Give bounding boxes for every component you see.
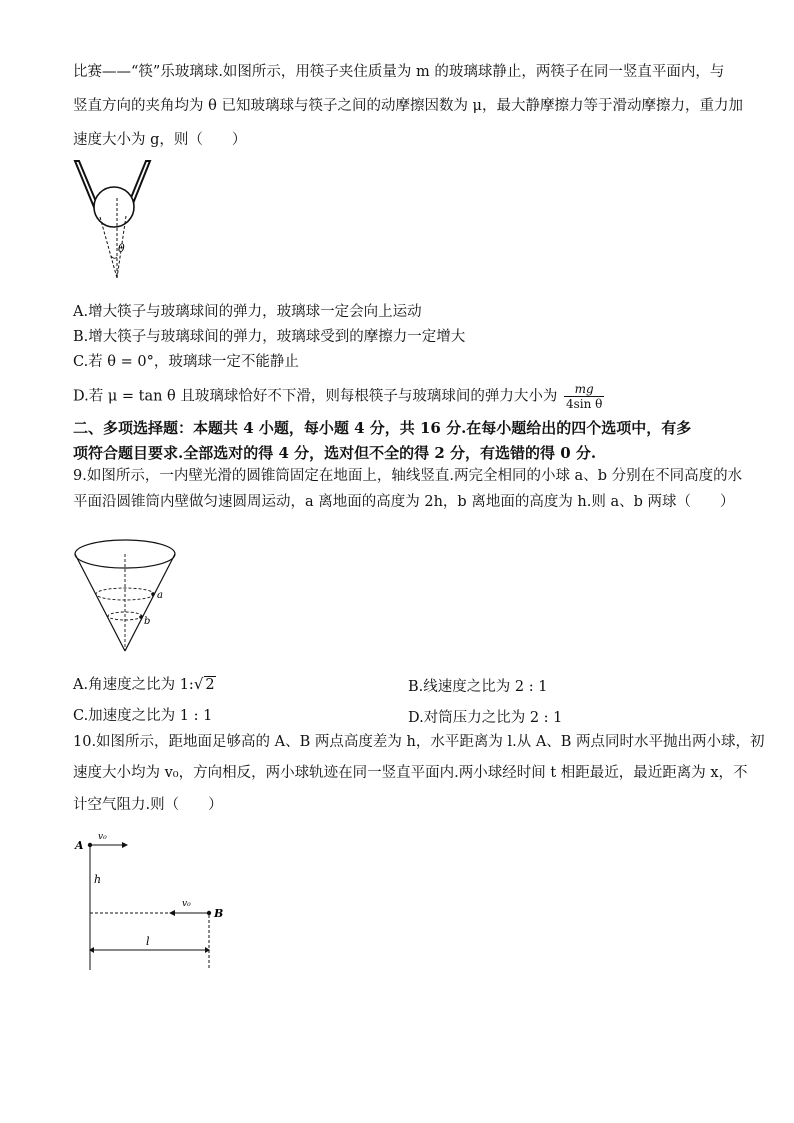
section2-heading-line1: 二、多项选择题：本题共 4 小题，每小题 4 分，共 16 分.在每小题给出的四个选项中，有多 <box>73 419 692 437</box>
q8-option-c: C.若 θ = 0°，玻璃球一定不能静止 <box>73 354 299 370</box>
q10-label-v0-top: v₀ <box>98 832 107 842</box>
q10-stem-line2: 速度大小均为 v₀，方向相反，两小球轨迹在同一竖直平面内.两小球经时间 t 相距最近，最近距离为 x，不 <box>73 765 748 781</box>
q8-option-d-numerator: mg <box>564 382 604 397</box>
section2-heading-line2: 项符合题目要求.全部选对的得 4 分，选对但不全的得 2 分，有选错的得 0 分. <box>73 444 597 462</box>
q10-label-v0-right: v₀ <box>182 899 191 909</box>
q10-stem-line3: 计空气阻力.则（ ） <box>73 797 223 813</box>
q8-option-a: A.增大筷子与玻璃球间的弹力，玻璃球一定会向上运动 <box>73 304 422 320</box>
q8-option-d-denominator: 4sin θ <box>565 397 603 411</box>
q10-label-h: h <box>94 873 102 886</box>
q8-option-d <box>73 382 604 411</box>
q8-option-b: B.增大筷子与玻璃球间的弹力，玻璃球受到的摩擦力一定增大 <box>73 329 466 345</box>
q9-option-a-text: A.角速度之比为 1: <box>73 677 194 693</box>
q10-label-B: B <box>214 907 224 920</box>
q9-figure-cone <box>70 538 180 658</box>
q9-option-a-sqrt: 2 <box>205 677 215 693</box>
point-b <box>207 911 211 915</box>
q8-option-d-text: D.若 μ = tan θ 且玻璃球恰好不下滑，则每根筷子与玻璃球间的弹力大小为 <box>73 388 558 405</box>
q10-stem-line1: 10.如图所示，距地面足够高的 A、B 两点高度差为 h，水平距离为 l.从 A、B 两点同时水平抛出两小球，初 <box>73 734 765 750</box>
q9-option-a: A.角速度之比为 1:√ 2 <box>73 675 215 693</box>
q8-stem-line2: 竖直方向的夹角均为 θ 已知玻璃球与筷子之间的动摩擦因数为 μ，最大静摩擦力等于滑动摩擦力，重力加 <box>73 98 743 114</box>
q8-theta-label: θ <box>118 242 125 255</box>
q8-figure-chopsticks <box>70 158 160 288</box>
glass-ball <box>94 187 134 227</box>
q9-option-b: B.线速度之比为 2 : 1 <box>408 679 548 695</box>
q8-option-d-fraction <box>564 382 604 411</box>
q10-figure-projectiles <box>70 825 230 975</box>
q9-label-a: a <box>157 590 163 601</box>
q9-option-c: C.加速度之比为 1 : 1 <box>73 708 213 724</box>
q9-stem-line1: 9.如图所示，一内壁光滑的圆锥筒固定在地面上，轴线竖直.两完全相同的小球 a、b 分别在不同高度的水 <box>73 468 743 484</box>
q10-label-l: l <box>146 935 150 948</box>
q9-label-b: b <box>144 616 151 627</box>
q9-option-d: D.对筒压力之比为 2 : 1 <box>408 710 563 726</box>
q8-stem-line1: 比赛——“筷”乐玻璃球.如图所示，用筷子夹住质量为 m 的玻璃球静止，两筷子在同一竖直平面内，与 <box>73 64 725 80</box>
q10-label-A: A <box>75 839 84 852</box>
q8-stem-line3: 速度大小为 g，则（ ） <box>73 132 247 148</box>
q9-stem-line2: 平面沿圆锥筒内壁做匀速圆周运动，a 离地面的高度为 2h，b 离地面的高度为 h.则 a、b 两球（ ） <box>73 494 735 510</box>
